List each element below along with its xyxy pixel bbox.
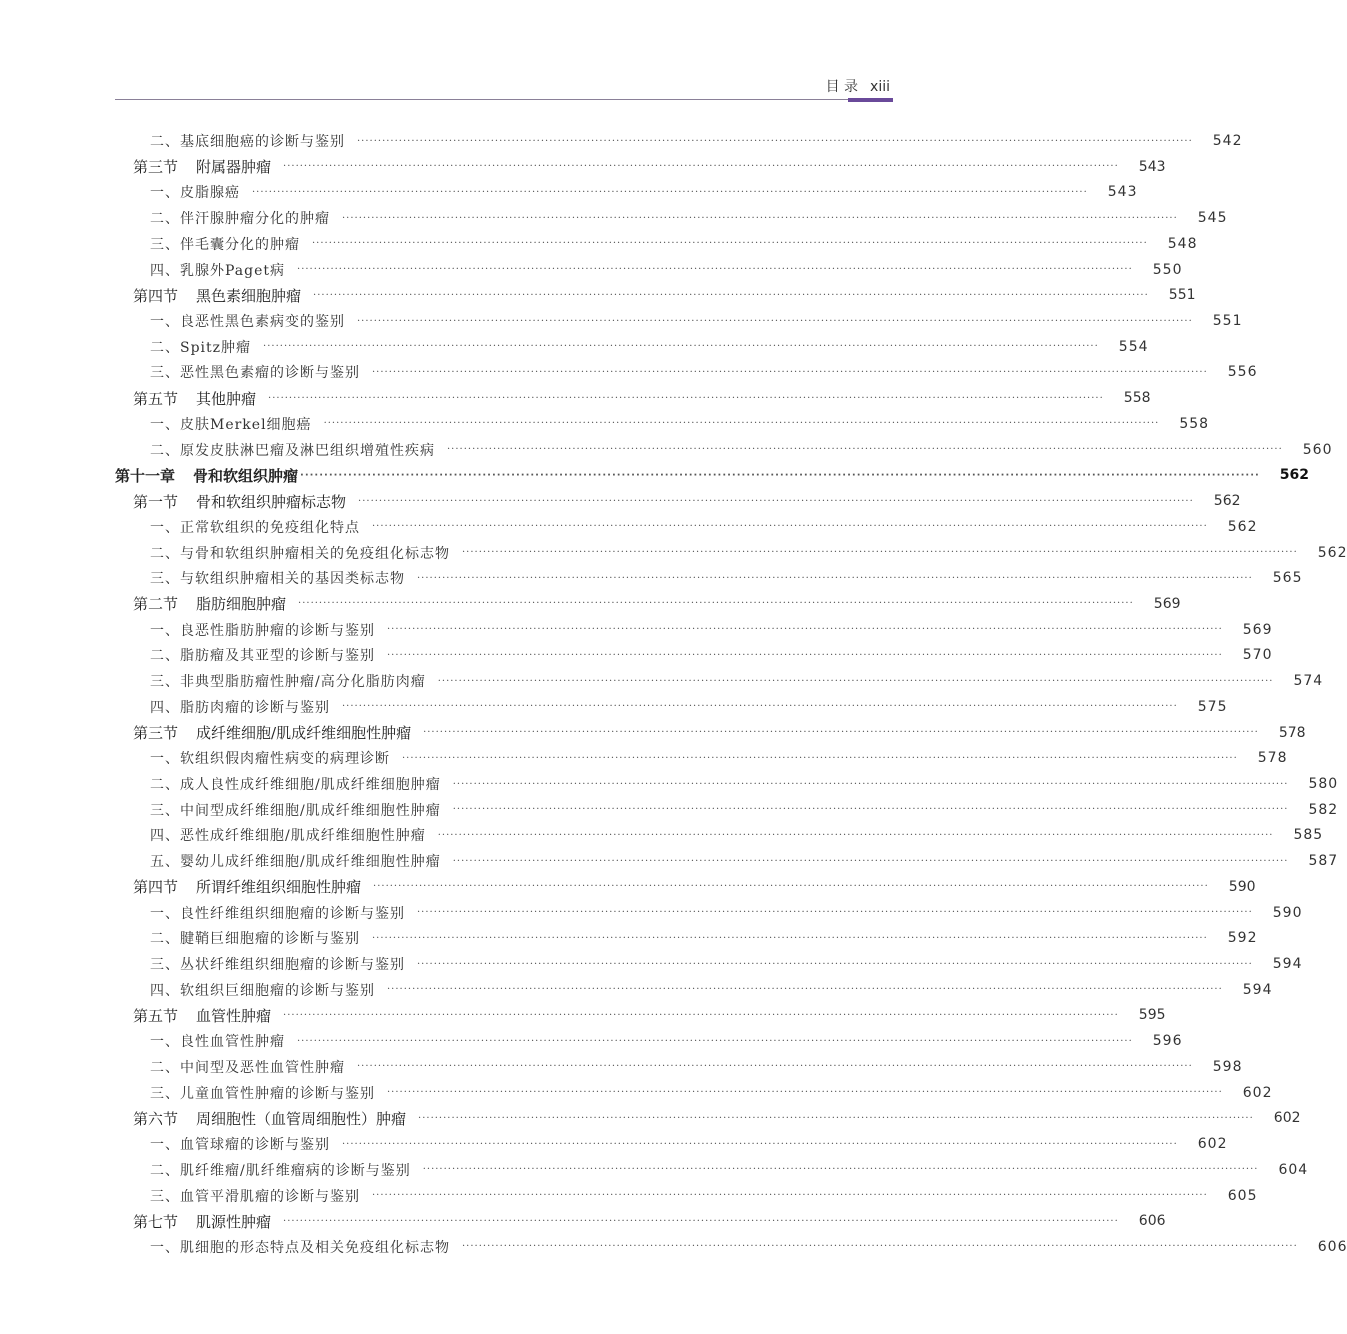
toc-subsection-entry[interactable] (150, 1234, 1347, 1260)
toc-entry-title (133, 491, 346, 512)
toc-entry-label: 三、中间型成纤维细胞/肌成纤维细胞性肿瘤 (150, 802, 441, 819)
dot-leader: ········································································································································································································ (417, 958, 1253, 970)
toc-entry-label: 三、非典型脂肪瘤性肿瘤/高分化脂肪肉瘤 (150, 674, 426, 691)
toc-entry-title (150, 903, 405, 923)
toc-subsection-entry[interactable] (150, 822, 1324, 848)
toc-entry-number: 第二节 (133, 595, 179, 614)
toc-page-number: 606 (1138, 1213, 1166, 1230)
toc-page-number: 606 (1317, 1238, 1347, 1255)
toc-subsection-entry[interactable] (150, 797, 1339, 823)
toc-entry-label: 一、皮脂腺癌 (150, 185, 240, 202)
dot-leader: ········································································································································································································ (252, 186, 1088, 198)
toc-entry-label: 骨和软组织肿瘤 (193, 466, 299, 485)
toc-section-entry[interactable] (133, 154, 1166, 180)
toc-entry-title (150, 1186, 360, 1206)
toc-entry-title (150, 414, 312, 434)
dot-leader: ········································································································································································································ (452, 778, 1289, 790)
toc-subsection-entry[interactable] (150, 565, 1303, 591)
toc-entry-label: 肌源性肿瘤 (196, 1212, 272, 1231)
dot-leader: ········································································································································································································ (372, 521, 1208, 533)
toc-entry-number: 第五节 (133, 389, 179, 408)
toc-section-entry[interactable] (133, 488, 1241, 514)
toc-page-number: 550 (1152, 261, 1183, 278)
toc-entry-label: 一、正常软组织的免疫组化特点 (150, 519, 360, 536)
toc-entry-label: 四、脂肪肉瘤的诊断与鉴别 (150, 699, 330, 716)
toc-entry-title (133, 1005, 271, 1026)
dot-leader: ········································································································································································································ (452, 804, 1289, 816)
toc-page-number: 578 (1257, 750, 1288, 767)
dot-leader: ········································································································································································································ (263, 341, 1099, 353)
toc-page-number: 578 (1278, 724, 1306, 741)
dot-leader: ········································································································································································································ (402, 752, 1238, 764)
toc-entry-title (150, 980, 375, 1000)
toc-entry-label: 四、乳腺外Paget病 (150, 262, 286, 279)
toc-entry-label: 二、腱鞘巨细胞瘤的诊断与鉴别 (150, 931, 360, 948)
toc-subsection-entry[interactable] (150, 642, 1273, 668)
toc-entry-title (150, 517, 360, 537)
toc-entry-title (150, 1031, 285, 1051)
toc-subsection-entry[interactable] (150, 951, 1303, 977)
toc-entry-label: 一、良恶性黑色素病变的鉴别 (150, 314, 345, 331)
toc-entry-label: 一、良恶性脂肪肿瘤的诊断与鉴别 (150, 622, 375, 639)
toc-entry-title (150, 1134, 330, 1154)
toc-entry-title (133, 722, 411, 743)
toc-page-number: 598 (1212, 1058, 1243, 1075)
toc-entry-title (150, 234, 300, 254)
toc-page-number: 556 (1227, 364, 1258, 381)
toc-section-entry[interactable] (133, 591, 1181, 617)
toc-entry-label: 一、软组织假肉瘤性病变的病理诊断 (150, 751, 390, 768)
toc-entry-title (150, 954, 405, 974)
toc-entry-number: 第七节 (133, 1212, 179, 1231)
dot-leader: ········································································································································································································ (372, 1190, 1208, 1202)
dot-leader: ········································································································································································································ (323, 418, 1160, 430)
dot-leader: ········································································································································································································ (417, 572, 1253, 584)
toc-page-number: 580 (1308, 776, 1339, 792)
dot-leader: ········································································································································································································ (462, 547, 1298, 559)
toc-page-number: 575 (1197, 698, 1228, 715)
toc-page-number: 543 (1138, 158, 1166, 175)
toc-page-number: 562 (1213, 493, 1241, 510)
toc-page-number: 590 (1272, 904, 1303, 921)
dot-leader: ········································································································································································································ (297, 1035, 1133, 1047)
toc-subsection-entry[interactable] (150, 617, 1273, 643)
toc-entry-label: 其他肿瘤 (196, 389, 257, 408)
toc-page-number: 551 (1212, 313, 1243, 330)
dot-leader: ········································································································································································································ (342, 701, 1178, 713)
toc-entry-label: 黑色素细胞肿瘤 (196, 286, 302, 305)
toc-section-entry[interactable] (133, 282, 1196, 308)
toc-page-number: 558 (1123, 390, 1151, 407)
dot-leader: ········································································································································································································ (372, 932, 1208, 944)
dot-leader: ········································································································································································································ (300, 469, 1260, 481)
toc-entry-label: 二、成人良性成纤维细胞/肌成纤维细胞肿瘤 (150, 777, 441, 793)
toc-page-number: 604 (1278, 1161, 1309, 1178)
toc-entry-number: 第四节 (133, 286, 179, 305)
toc-page-number: 594 (1272, 956, 1303, 973)
dot-leader: ········································································································································································································ (357, 135, 1193, 147)
toc-entry-label: 血管性肿瘤 (196, 1006, 272, 1025)
toc-page-number: 594 (1242, 981, 1273, 998)
header-rule (115, 99, 893, 100)
toc-entry-title (150, 748, 390, 768)
dot-leader: ········································································································································································································ (298, 598, 1134, 610)
dot-leader: ········································································································································································································ (423, 727, 1259, 739)
toc-page-number: 590 (1228, 878, 1256, 895)
dot-leader: ········································································································································································································ (437, 675, 1274, 687)
toc-page-number: 582 (1308, 801, 1339, 818)
toc-entry-number: 第五节 (133, 1006, 179, 1025)
header-accent-bar (848, 98, 893, 102)
toc-entry-title (150, 543, 450, 563)
toc-subsection-entry[interactable] (150, 771, 1339, 797)
toc-page-number: 605 (1227, 1187, 1258, 1204)
toc-subsection-entry[interactable] (150, 540, 1347, 566)
toc-entry-title (150, 1083, 375, 1103)
toc-entry-label: 二、中间型及恶性血管性肿瘤 (150, 1059, 345, 1076)
dot-leader: ········································································································································································································ (387, 649, 1223, 661)
toc-entry-label: 三、与软组织肿瘤相关的基因类标志物 (150, 571, 405, 588)
toc-entry-label: 脂肪细胞肿瘤 (196, 595, 287, 614)
toc-entry-title (150, 800, 441, 820)
toc-page-number: 602 (1273, 1110, 1301, 1127)
toc-entry-label: 四、恶性成纤维细胞/肌成纤维细胞性肿瘤 (150, 828, 426, 845)
toc-page-number: 562 (1317, 544, 1347, 561)
running-header (826, 76, 890, 96)
toc-subsection-entry[interactable] (150, 205, 1228, 231)
toc-entry-title (150, 851, 441, 871)
toc-entry-title (150, 645, 375, 665)
toc-page-number: 542 (1212, 133, 1243, 149)
toc-entry-number: 第十一章 (115, 466, 176, 485)
toc-subsection-entry[interactable] (150, 514, 1258, 540)
dot-leader: ········································································································································································································ (387, 624, 1223, 636)
header-section-title: 目 录 (825, 79, 859, 95)
dot-leader: ········································································································································································································ (358, 495, 1194, 507)
dot-leader: ········································································································································································································ (387, 1087, 1223, 1099)
toc-subsection-entry[interactable] (150, 359, 1258, 385)
toc-subsection-entry[interactable] (150, 128, 1243, 154)
toc-entry-title (115, 465, 298, 486)
toc-subsection-entry[interactable] (150, 745, 1288, 771)
dot-leader: ········································································································································································································ (357, 315, 1193, 327)
toc-entry-title (133, 593, 286, 614)
toc-entry-title (133, 1211, 271, 1232)
toc-subsection-entry[interactable] (150, 848, 1339, 874)
dot-leader: ········································································································································································································ (372, 366, 1208, 378)
toc-entry-label: 一、肌细胞的形态特点及相关免疫组化标志物 (150, 1239, 450, 1256)
toc-entry-title (150, 1160, 411, 1180)
toc-subsection-entry[interactable] (150, 437, 1333, 463)
dot-leader: ········································································································································································································ (357, 1061, 1193, 1073)
toc-subsection-entry[interactable] (150, 308, 1243, 334)
toc-entry-title (150, 671, 426, 691)
toc-entry-label: 一、良性纤维组织细胞瘤的诊断与鉴别 (150, 905, 405, 922)
toc-entry-title (150, 928, 360, 948)
dot-leader: ········································································································································································································ (342, 212, 1178, 224)
toc-entry-label: 三、丛状纤维组织细胞瘤的诊断与鉴别 (150, 957, 405, 974)
toc-entry-title (150, 440, 435, 460)
toc-entry-label: 一、皮肤Merkel细胞癌 (150, 416, 312, 433)
dot-leader: ········································································································································································································ (313, 289, 1149, 301)
toc-subsection-entry[interactable] (150, 1183, 1258, 1209)
toc-section-entry[interactable] (133, 385, 1151, 411)
dot-leader: ········································································································································································································ (417, 907, 1253, 919)
toc-page-number: 596 (1152, 1033, 1183, 1050)
toc-section-entry[interactable] (133, 1105, 1301, 1131)
dot-leader: ········································································································································································································ (373, 881, 1209, 893)
toc-entry-label: 五、婴幼儿成纤维细胞/肌成纤维细胞性肿瘤 (150, 854, 441, 871)
toc-subsection-entry[interactable] (150, 925, 1258, 951)
toc-entry-label: 骨和软组织肿瘤标志物 (196, 492, 347, 511)
dot-leader: ········································································································································································································ (312, 238, 1148, 250)
dot-leader: ········································································································································································································ (462, 1241, 1298, 1253)
toc-page-number: 569 (1242, 621, 1273, 638)
toc-entry-label: 二、原发皮肤淋巴瘤及淋巴组织增殖性疾病 (150, 442, 435, 459)
toc-page-number: 587 (1308, 853, 1339, 870)
dot-leader: ········································································································································································································ (283, 161, 1119, 173)
toc-entry-label: 附属器肿瘤 (196, 158, 272, 177)
toc-subsection-entry[interactable] (150, 1157, 1309, 1183)
dot-leader: ········································································································································································································ (283, 1009, 1119, 1021)
toc-subsection-entry[interactable] (150, 900, 1303, 926)
toc-entry-label: 三、恶性黑色素瘤的诊断与鉴别 (150, 365, 360, 382)
toc-entry-label: 二、肌纤维瘤/肌纤维瘤病的诊断与鉴别 (150, 1162, 411, 1179)
toc-entry-number: 第一节 (133, 492, 179, 511)
toc-page-number: 543 (1107, 184, 1138, 201)
toc-entry-label: 成纤维细胞/肌成纤维细胞性肿瘤 (196, 724, 412, 743)
toc-entry-label: 二、脂肪瘤及其亚型的诊断与鉴别 (150, 648, 375, 665)
toc-chapter-entry[interactable] (115, 462, 1310, 488)
toc-page-number: 585 (1293, 827, 1324, 844)
toc-entry-title (133, 285, 301, 306)
toc-page-number: 592 (1227, 930, 1258, 947)
toc-entry-number: 第六节 (133, 1109, 179, 1128)
dot-leader: ········································································································································································································ (437, 829, 1274, 841)
toc-entry-label: 三、伴毛囊分化的肿瘤 (150, 236, 300, 253)
toc-entry-title (150, 311, 345, 331)
toc-page-number: 562 (1227, 518, 1258, 535)
dot-leader: ········································································································································································································ (268, 392, 1104, 404)
toc-subsection-entry[interactable] (150, 694, 1228, 720)
toc-page-number: 595 (1138, 1007, 1166, 1024)
toc-page-number: 562 (1279, 467, 1310, 484)
toc-entry-label: 三、血管平滑肌瘤的诊断与鉴别 (150, 1188, 360, 1205)
dot-leader: ········································································································································································································ (297, 264, 1133, 276)
toc-subsection-entry[interactable] (150, 977, 1273, 1003)
toc-entry-title (150, 182, 240, 202)
toc-entry-number: 第三节 (133, 158, 179, 177)
toc-page-number: 545 (1197, 210, 1228, 227)
toc-page-number: 554 (1118, 338, 1149, 355)
toc-entry-title (133, 876, 361, 897)
toc-entry-title (150, 620, 375, 640)
toc-subsection-entry[interactable] (150, 231, 1198, 257)
toc-page-number: 548 (1167, 235, 1198, 252)
toc-entry-label: 三、儿童血管性肿瘤的诊断与鉴别 (150, 1085, 375, 1102)
toc-entry-title (150, 131, 345, 151)
toc-subsection-entry[interactable] (150, 257, 1183, 283)
dot-leader: ········································································································································································································ (283, 1215, 1119, 1227)
toc-page-number: 602 (1242, 1084, 1273, 1101)
toc-entry-title (150, 697, 330, 717)
toc-subsection-entry[interactable] (150, 1054, 1243, 1080)
toc-entry-label: 二、伴汗腺肿瘤分化的肿瘤 (150, 211, 330, 228)
toc-page-number: 560 (1302, 441, 1333, 458)
toc-entry-title (150, 1237, 450, 1257)
toc-entry-number: 第四节 (133, 878, 179, 897)
dot-leader: ········································································································································································································ (452, 855, 1289, 867)
toc-entry-title (150, 260, 285, 280)
dot-leader: ········································································································································································································ (342, 1138, 1178, 1150)
toc-entry-title (133, 156, 271, 177)
toc-subsection-entry[interactable] (150, 1131, 1228, 1157)
toc-section-entry[interactable] (133, 874, 1256, 900)
toc-section-entry[interactable] (133, 1002, 1166, 1028)
toc-entry-title (133, 1108, 406, 1129)
toc-subsection-entry[interactable] (150, 668, 1324, 694)
toc-entry-label: 二、Spitz肿瘤 (150, 339, 252, 356)
toc-subsection-entry[interactable] (150, 334, 1149, 360)
toc-section-entry[interactable] (133, 1208, 1166, 1234)
toc-subsection-entry[interactable] (150, 179, 1138, 205)
toc-page-number: 565 (1272, 570, 1303, 587)
dot-leader: ········································································································································································································ (387, 984, 1223, 996)
toc-subsection-entry[interactable] (150, 411, 1210, 437)
toc-page-number: 570 (1242, 647, 1273, 664)
dot-leader: ········································································································································································································ (418, 1112, 1254, 1124)
toc-page-number: 574 (1293, 673, 1324, 690)
toc-entry-title (150, 1057, 345, 1077)
toc-page-number: 602 (1197, 1136, 1228, 1153)
toc-entry-label: 二、与骨和软组织肿瘤相关的免疫组化标志物 (150, 545, 450, 562)
toc-page-number: 551 (1168, 287, 1196, 304)
toc-entry-label: 一、良性血管性肿瘤 (150, 1034, 285, 1051)
toc-entry-title (150, 825, 426, 845)
toc-subsection-entry[interactable] (150, 1080, 1273, 1106)
dot-leader: ········································································································································································································ (447, 444, 1283, 456)
toc-entry-title (133, 388, 256, 409)
dot-leader: ········································································································································································································ (422, 1164, 1259, 1176)
toc-page-number: 558 (1179, 415, 1210, 432)
toc-subsection-entry[interactable] (150, 1028, 1183, 1054)
toc-entry-title (150, 774, 441, 794)
header-page-number: xiii (870, 79, 890, 95)
toc-entry-label: 所谓纤维组织细胞性肿瘤 (196, 878, 362, 897)
toc-page-number: 569 (1153, 595, 1181, 612)
toc-entry-number: 第三节 (133, 724, 179, 743)
toc-entry-title (150, 337, 251, 357)
toc-entry-title (150, 208, 330, 228)
toc-entry-label: 周细胞性（血管周细胞性）肿瘤 (196, 1109, 407, 1128)
toc-entry-label: 二、基底细胞癌的诊断与鉴别 (150, 134, 345, 150)
toc-entry-title (150, 568, 405, 588)
toc-entry-label: 四、软组织巨细胞瘤的诊断与鉴别 (150, 982, 375, 999)
toc-section-entry[interactable] (133, 720, 1306, 746)
toc-entry-label: 一、血管球瘤的诊断与鉴别 (150, 1137, 330, 1154)
toc-entry-title (150, 362, 360, 382)
